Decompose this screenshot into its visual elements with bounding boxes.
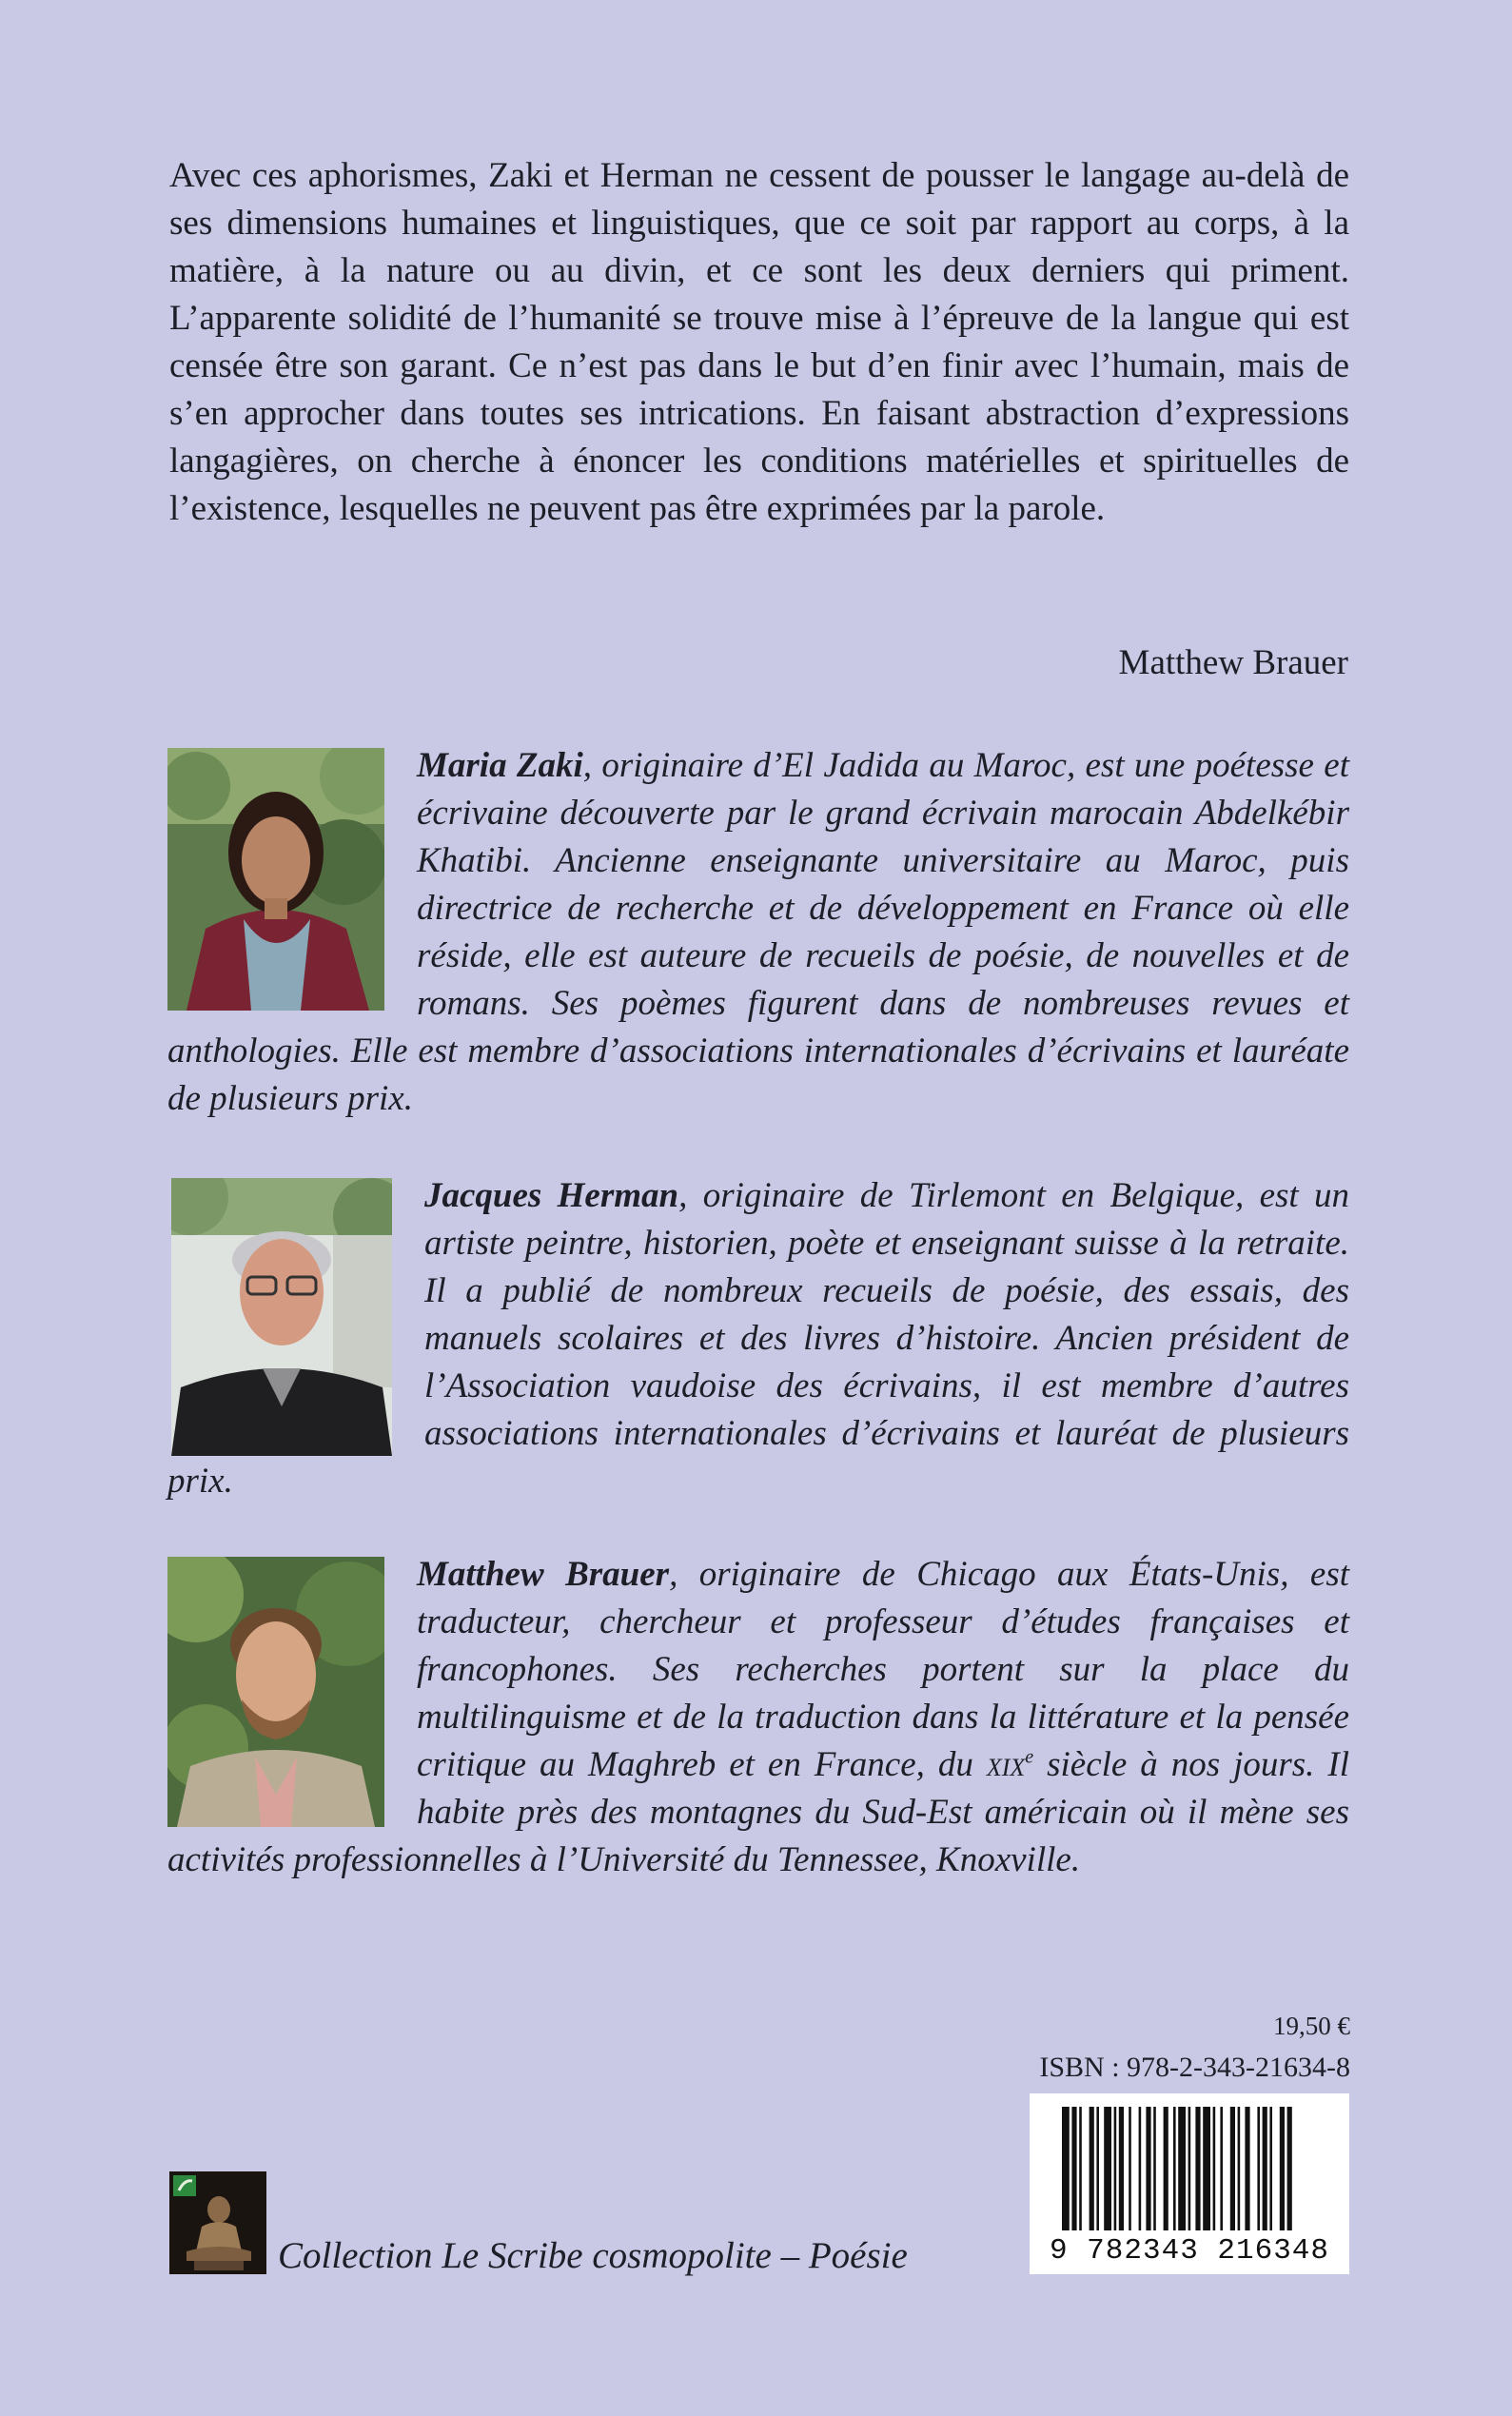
barcode	[1030, 2093, 1349, 2274]
collection-name: Collection Le Scribe cosmopolite – Poésie	[278, 2235, 908, 2276]
barcode-bar	[1287, 2107, 1292, 2230]
bio-maria-zaki	[167, 742, 1349, 1123]
publisher-logo	[169, 2171, 266, 2274]
barcode-bar	[1238, 2107, 1241, 2230]
bio-text-brauer-before: , originaire de Chicago aux États-Unis, est traducteur, chercheur et professeur d’études françaises et francophones. Ses recherches portent sur la place du multilinguisme et de la traduction dans la littérature et la pensée critique au Maghreb et en France, du	[417, 1555, 1349, 1784]
intro-paragraph: Avec ces aphorismes, Zaki et Herman ne cessent de pousser le langage au-delà de ses dimensions humaines et linguistiques, que ce soit par rapport au corps, à la matière, à la nature ou au divin, et ce sont les deux derniers qui priment. L’apparente solidité de l’humanité se trouve mise à l’épreuve de la langue qui est censée être son garant. Ce n’est pas dans le but d’en finir avec l’humain, mais de s’en approcher dans toutes ses intrications. En faisant abstraction d’expressions langagières, on cherche à énoncer les conditions matérielles et spirituelles de l’existence, lesquelles ne peuvent pas être exprimées par la parole.	[169, 156, 1349, 528]
bio-text-zaki: , originaire d’El Jadida au Maroc, est une poétesse et écrivaine découverte par le grand écrivain marocain Abdelkébir Khatibi. Ancienne enseignante universitaire au Maroc, puis directrice de recherche et de développement en France où elle réside, elle est auteure de recueils de poésie, de nouvelles et de romans. Ses poèmes figurent dans de nombreuses revues et anthologies. Elle est membre d’associations internationales d’écrivains et lauréate de plusieurs prix.	[167, 746, 1349, 1118]
bio-matthew-brauer	[167, 1551, 1349, 1884]
barcode-bar	[1173, 2107, 1176, 2230]
bio-name-brauer: Matthew Brauer	[417, 1555, 670, 1594]
barcode-bar	[1129, 2107, 1131, 2230]
barcode-bar	[1245, 2107, 1249, 2230]
bio-text-herman: , originaire de Tirlemont en Belgique, est un artiste peintre, historien, poète et enseignant suisse à la retraite. Il a publié de nombreux recueils de poésie, des essais, des manuels scolaires et des livres d’histoire. Ancien président de l’Association vaudoise des écrivains, il est membre d’autres associations internationales d’écrivains et lauréat de plusieurs prix.	[167, 1176, 1350, 1501]
barcode-bar	[1188, 2107, 1191, 2230]
barcode-bar	[1230, 2107, 1235, 2230]
barcode-bar	[1164, 2107, 1168, 2230]
barcode-bar	[1079, 2107, 1082, 2230]
bio-name-zaki: Maria Zaki	[417, 746, 583, 785]
barcode-digits: 9 782343 216348	[1049, 2234, 1330, 2268]
century-superscript: e	[1025, 1746, 1034, 1768]
barcode-bar	[1213, 2107, 1216, 2230]
century-numeral: xix	[986, 1745, 1026, 1784]
barcode-bar	[1153, 2107, 1156, 2230]
bio-jacques-herman	[167, 1172, 1349, 1505]
author-photo-zaki	[167, 748, 384, 1011]
barcode-bar	[1139, 2107, 1142, 2230]
price: 19,50 €	[1273, 2012, 1350, 2040]
barcode-bar	[1104, 2107, 1111, 2230]
barcode-bar	[1220, 2107, 1223, 2230]
intro-signature: Matthew Brauer	[1118, 643, 1348, 682]
barcode-bar	[1114, 2107, 1117, 2230]
isbn: ISBN : 978-2-343-21634-8	[1039, 2052, 1350, 2083]
barcode-bar	[1119, 2107, 1124, 2230]
barcode-bar	[1203, 2107, 1210, 2230]
barcode-bar	[1195, 2107, 1200, 2230]
barcode-bar	[1263, 2107, 1267, 2230]
barcode-bar	[1071, 2107, 1076, 2230]
barcode-bar	[1178, 2107, 1186, 2230]
bio-text-brauer-after: siècle à nos jours. Il habite près des montagnes du Sud-Est américain où il mène ses activités professionnelles à l’Université du Tennessee, Knoxville.	[167, 1745, 1349, 1879]
barcode-bar	[1062, 2107, 1070, 2230]
barcode-bars	[1030, 2093, 1349, 2236]
barcode-bar	[1280, 2107, 1285, 2230]
author-photo-herman	[171, 1178, 392, 1456]
barcode-bar	[1090, 2107, 1094, 2230]
barcode-bar	[1096, 2107, 1099, 2230]
bio-name-herman: Jacques Herman	[424, 1176, 679, 1215]
barcode-bar	[1257, 2107, 1260, 2230]
author-photo-brauer	[167, 1557, 384, 1827]
barcode-bar	[1146, 2107, 1150, 2230]
barcode-bar	[1269, 2107, 1272, 2230]
